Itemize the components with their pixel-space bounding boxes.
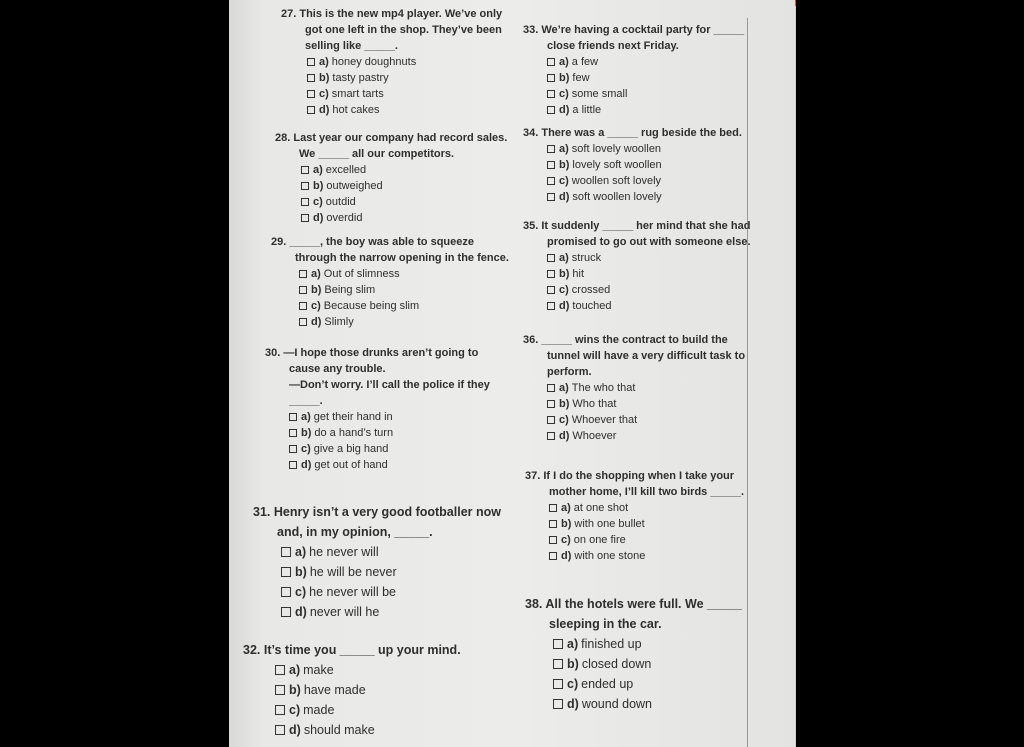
answer-option[interactable] — [523, 173, 763, 189]
option-letter: b) — [319, 72, 330, 84]
question-text: We’re having a cocktail party for _____ — [541, 24, 745, 36]
checkbox-icon[interactable] — [307, 58, 315, 66]
option-text: Because being slim — [323, 300, 420, 312]
option-letter: b) — [301, 427, 312, 439]
option-letter: d) — [311, 316, 322, 328]
answer-option[interactable] — [523, 54, 763, 70]
question-stem-line — [265, 393, 515, 409]
answer-option[interactable] — [523, 250, 763, 266]
option-letter: d) — [319, 104, 330, 116]
question-text: selling like _____. — [305, 40, 398, 52]
option-letter: c) — [289, 703, 301, 717]
question-text: There was a _____ rug beside the bed. — [541, 127, 742, 139]
checkbox-icon[interactable] — [289, 461, 297, 469]
option-letter: d) — [301, 459, 312, 471]
option-letter: c) — [559, 414, 569, 426]
option-letter: c) — [313, 196, 323, 208]
question-stem-line — [523, 38, 763, 54]
option-text: tasty pastry — [332, 72, 389, 84]
question-text: All the hotels were full. We _____ — [545, 597, 742, 611]
checkbox-icon[interactable] — [275, 685, 285, 695]
question-text: promised to go out with someone else. — [547, 236, 751, 248]
answer-option[interactable] — [523, 282, 763, 298]
checkbox-icon[interactable] — [547, 145, 555, 153]
question-stem-line — [525, 468, 765, 484]
option-letter: d) — [559, 191, 570, 203]
checkbox-icon[interactable] — [553, 679, 563, 689]
option-text: on one fire — [573, 534, 626, 546]
option-letter: b) — [567, 657, 579, 671]
question-number: 27. — [281, 8, 300, 20]
option-letter: a) — [559, 56, 569, 68]
checkbox-icon[interactable] — [547, 302, 555, 310]
option-letter: d) — [295, 605, 307, 619]
option-text: finished up — [581, 637, 642, 651]
option-text: lovely soft woollen — [572, 159, 662, 171]
option-text: hot cakes — [332, 104, 380, 116]
checkbox-icon[interactable] — [547, 384, 555, 392]
answer-option[interactable] — [253, 582, 513, 602]
option-letter: d) — [559, 104, 570, 116]
checkbox-icon[interactable] — [549, 552, 557, 560]
question-31 — [253, 502, 513, 622]
question-text: tunnel will have a very difficult task to — [547, 350, 746, 362]
question-stem-line — [525, 614, 765, 634]
option-letter: b) — [559, 398, 570, 410]
answer-option[interactable] — [265, 457, 515, 473]
checkbox-icon[interactable] — [547, 90, 555, 98]
option-text: made — [303, 703, 335, 717]
question-text: —Don’t worry. I’ll call the police if they — [289, 379, 490, 391]
answer-option[interactable] — [525, 674, 765, 694]
option-text: at one shot — [573, 502, 629, 514]
worksheet-page — [229, 0, 795, 747]
checkbox-icon[interactable] — [301, 182, 309, 190]
question-28 — [275, 130, 515, 226]
question-stem-line — [243, 640, 513, 660]
option-letter: a) — [295, 545, 307, 559]
option-letter: a) — [289, 663, 301, 677]
option-text: he will be never — [309, 565, 397, 579]
checkbox-icon[interactable] — [549, 520, 557, 528]
option-text: with one bullet — [574, 518, 645, 530]
question-text: Last year our company had record sales. — [293, 132, 508, 144]
question-number: 38. — [525, 597, 546, 611]
answer-option[interactable] — [525, 694, 765, 714]
answer-option[interactable] — [525, 532, 765, 548]
answer-option[interactable] — [525, 634, 765, 654]
question-stem-line — [523, 332, 763, 348]
answer-option[interactable] — [243, 720, 513, 740]
option-letter: d) — [559, 300, 570, 312]
checkbox-icon[interactable] — [547, 74, 555, 82]
checkbox-icon[interactable] — [301, 198, 309, 206]
checkbox-icon[interactable] — [553, 659, 563, 669]
question-text: It suddenly _____ her mind that she had — [541, 220, 751, 232]
option-letter: b) — [561, 518, 572, 530]
question-text: close friends next Friday. — [547, 40, 679, 52]
option-letter: c) — [559, 284, 569, 296]
question-29 — [271, 234, 521, 330]
checkbox-icon[interactable] — [547, 432, 555, 440]
answer-option[interactable] — [253, 562, 513, 582]
question-37 — [525, 468, 765, 564]
option-letter: c) — [301, 443, 311, 455]
checkbox-icon[interactable] — [547, 254, 555, 262]
option-text: overdid — [326, 212, 363, 224]
option-text: Whoever that — [571, 414, 638, 426]
option-letter: a) — [561, 502, 571, 514]
question-stem-line — [281, 22, 511, 38]
option-text: should make — [303, 723, 375, 737]
question-number: 28. — [275, 132, 294, 144]
question-text: —I hope those drunks aren’t going to — [283, 347, 479, 359]
answer-option[interactable] — [265, 409, 515, 425]
question-stem-line — [265, 361, 515, 377]
question-text: perform. — [547, 366, 592, 378]
question-stem-line — [281, 38, 511, 54]
checkbox-icon[interactable] — [301, 166, 309, 174]
answer-option[interactable] — [253, 602, 513, 622]
option-letter: a) — [559, 382, 569, 394]
answer-option[interactable] — [243, 680, 513, 700]
question-text: _____ wins the contract to build the — [541, 334, 728, 346]
question-text: through the narrow opening in the fence. — [295, 252, 509, 264]
question-stem-line — [523, 125, 763, 141]
checkbox-icon[interactable] — [307, 106, 315, 114]
question-number: 32. — [243, 643, 264, 657]
answer-option[interactable] — [243, 660, 513, 680]
answer-option[interactable] — [271, 298, 521, 314]
checkbox-icon[interactable] — [547, 193, 555, 201]
answer-option[interactable] — [275, 162, 515, 178]
question-number: 35. — [523, 220, 542, 232]
option-letter: c) — [295, 585, 307, 599]
option-letter: c) — [311, 300, 321, 312]
checkbox-icon[interactable] — [281, 587, 291, 597]
option-letter: d) — [313, 212, 324, 224]
option-text: woollen soft lovely — [571, 175, 662, 187]
option-letter: b) — [559, 72, 570, 84]
checkbox-icon[interactable] — [549, 504, 557, 512]
question-text: _____, the boy was able to squeeze — [289, 236, 474, 248]
option-letter: b) — [559, 268, 570, 280]
option-text: some small — [571, 88, 628, 100]
answer-option[interactable] — [281, 70, 511, 86]
question-stem-line — [265, 345, 515, 361]
option-text: soft woollen lovely — [572, 191, 662, 203]
option-text: honey doughnuts — [331, 56, 417, 68]
checkbox-icon[interactable] — [547, 270, 555, 278]
answer-option[interactable] — [523, 157, 763, 173]
option-letter: a) — [311, 268, 321, 280]
checkbox-icon[interactable] — [307, 90, 315, 98]
question-stem-line — [253, 502, 513, 522]
answer-option[interactable] — [523, 266, 763, 282]
answer-option[interactable] — [525, 654, 765, 674]
question-number: 37. — [525, 470, 544, 482]
option-text: never will he — [309, 605, 380, 619]
question-stem-line — [271, 250, 521, 266]
option-text: he never will — [309, 545, 379, 559]
answer-option[interactable] — [281, 102, 511, 118]
option-letter: c) — [567, 677, 579, 691]
option-letter: c) — [561, 534, 571, 546]
question-number: 30. — [265, 347, 284, 359]
answer-option[interactable] — [275, 194, 515, 210]
checkbox-icon[interactable] — [547, 286, 555, 294]
answer-option[interactable] — [281, 54, 511, 70]
option-text: make — [303, 663, 334, 677]
answer-option[interactable] — [275, 210, 515, 226]
option-letter: d) — [567, 697, 579, 711]
option-text: with one stone — [574, 550, 646, 562]
option-text: a little — [572, 104, 602, 116]
option-text: have made — [303, 683, 366, 697]
option-letter: b) — [311, 284, 322, 296]
answer-option[interactable] — [523, 298, 763, 314]
question-text: We _____ all our competitors. — [299, 148, 455, 160]
answer-option[interactable] — [271, 266, 521, 282]
checkbox-icon[interactable] — [289, 413, 297, 421]
checkbox-icon[interactable] — [289, 445, 297, 453]
question-number: 33. — [523, 24, 542, 36]
option-letter: c) — [559, 88, 569, 100]
option-text: excelled — [325, 164, 367, 176]
question-35 — [523, 218, 763, 314]
option-text: touched — [572, 300, 612, 312]
option-text: Who that — [572, 398, 617, 410]
answer-option[interactable] — [243, 700, 513, 720]
question-stem-line — [523, 218, 763, 234]
question-stem-line — [525, 484, 765, 500]
question-text: mother home, I’ll kill two birds _____. — [549, 486, 744, 498]
question-text: This is the new mp4 player. We’ve only — [299, 8, 503, 20]
option-text: soft lovely woollen — [571, 143, 662, 155]
question-text: sleeping in the car. — [549, 617, 662, 631]
question-number: 36. — [523, 334, 542, 346]
question-34 — [523, 125, 763, 205]
option-text: crossed — [571, 284, 611, 296]
question-32 — [243, 640, 513, 740]
question-27 — [281, 6, 511, 118]
question-stem-line — [265, 377, 515, 393]
checkbox-icon[interactable] — [553, 639, 563, 649]
checkbox-icon[interactable] — [301, 214, 309, 222]
option-text: The who that — [571, 382, 636, 394]
checkbox-icon[interactable] — [275, 725, 285, 735]
checkbox-icon[interactable] — [299, 318, 307, 326]
option-text: he never will be — [309, 585, 396, 599]
option-text: few — [572, 72, 590, 84]
question-stem-line — [281, 6, 511, 22]
question-text: If I do the shopping when I take your — [543, 470, 735, 482]
checkbox-icon[interactable] — [299, 302, 307, 310]
question-text: Henry isn’t a very good footballer now — [273, 505, 501, 519]
answer-option[interactable] — [523, 102, 763, 118]
option-letter: b) — [559, 159, 570, 171]
checkbox-icon[interactable] — [547, 177, 555, 185]
option-text: smart tarts — [331, 88, 384, 100]
option-letter: d) — [559, 430, 570, 442]
checkbox-icon[interactable] — [275, 665, 285, 675]
question-stem-line — [523, 364, 763, 380]
checkbox-icon[interactable] — [281, 607, 291, 617]
checkbox-icon[interactable] — [299, 270, 307, 278]
answer-option[interactable] — [281, 86, 511, 102]
option-letter: a) — [559, 143, 569, 155]
option-letter: c) — [319, 88, 329, 100]
option-letter: b) — [313, 180, 324, 192]
answer-option[interactable] — [275, 178, 515, 194]
question-text: It’s time you _____ up your mind. — [263, 643, 461, 657]
answer-option[interactable] — [523, 428, 763, 444]
option-letter: b) — [289, 683, 301, 697]
option-text: wound down — [581, 697, 653, 711]
option-text: outdid — [325, 196, 356, 208]
option-text: get their hand in — [313, 411, 393, 423]
option-text: a few — [571, 56, 599, 68]
answer-option[interactable] — [525, 500, 765, 516]
option-letter: a) — [559, 252, 569, 264]
question-text: _____. — [289, 395, 323, 407]
option-letter: b) — [295, 565, 307, 579]
question-33 — [523, 22, 763, 118]
question-text: and, in my opinion, _____. — [277, 525, 433, 539]
option-text: struck — [571, 252, 602, 264]
answer-option[interactable] — [523, 396, 763, 412]
checkbox-icon[interactable] — [275, 705, 285, 715]
answer-option[interactable] — [523, 141, 763, 157]
option-text: hit — [572, 268, 585, 280]
question-stem-line — [275, 130, 515, 146]
checkbox-icon[interactable] — [547, 400, 555, 408]
option-text: give a big hand — [313, 443, 389, 455]
checkbox-icon[interactable] — [281, 547, 291, 557]
checkbox-icon[interactable] — [547, 161, 555, 169]
option-text: ended up — [581, 677, 634, 691]
option-text: outweighed — [326, 180, 383, 192]
question-36 — [523, 332, 763, 444]
question-stem-line — [523, 348, 763, 364]
answer-option[interactable] — [271, 282, 521, 298]
checkbox-icon[interactable] — [307, 74, 315, 82]
checkbox-icon[interactable] — [547, 416, 555, 424]
checkbox-icon[interactable] — [281, 567, 291, 577]
option-text: get out of hand — [314, 459, 388, 471]
option-letter: d) — [289, 723, 301, 737]
option-text: do a hand’s turn — [314, 427, 394, 439]
checkbox-icon[interactable] — [549, 536, 557, 544]
option-letter: a) — [301, 411, 311, 423]
question-30 — [265, 345, 515, 473]
question-stem-line — [523, 22, 763, 38]
question-stem-line — [253, 522, 513, 542]
option-text: closed down — [581, 657, 652, 671]
question-number: 31. — [253, 505, 274, 519]
question-number: 29. — [271, 236, 290, 248]
option-letter: a) — [313, 164, 323, 176]
option-text: Slimly — [324, 316, 354, 328]
answer-option[interactable] — [523, 70, 763, 86]
answer-option[interactable] — [253, 542, 513, 562]
checkbox-icon[interactable] — [289, 429, 297, 437]
question-text: cause any trouble. — [289, 363, 386, 375]
option-text: Out of slimness — [323, 268, 400, 280]
question-stem-line — [275, 146, 515, 162]
question-stem-line — [271, 234, 521, 250]
answer-option[interactable] — [523, 412, 763, 428]
question-text: got one left in the shop. They’ve been — [305, 24, 502, 36]
option-text: Being slim — [324, 284, 376, 296]
checkbox-icon[interactable] — [547, 106, 555, 114]
option-letter: a) — [567, 637, 579, 651]
answer-option[interactable] — [523, 380, 763, 396]
question-stem-line — [525, 594, 765, 614]
checkbox-icon[interactable] — [547, 58, 555, 66]
option-letter: d) — [561, 550, 572, 562]
answer-option[interactable] — [525, 516, 765, 532]
option-letter: a) — [319, 56, 329, 68]
option-letter: c) — [559, 175, 569, 187]
option-text: Whoever — [572, 430, 617, 442]
checkbox-icon[interactable] — [553, 699, 563, 709]
answer-option[interactable] — [265, 425, 515, 441]
question-38 — [525, 594, 765, 714]
question-number: 34. — [523, 127, 542, 139]
answer-option[interactable] — [523, 86, 763, 102]
answer-option[interactable] — [523, 189, 763, 205]
answer-option[interactable] — [265, 441, 515, 457]
question-stem-line — [523, 234, 763, 250]
checkbox-icon[interactable] — [299, 286, 307, 294]
answer-option[interactable] — [525, 548, 765, 564]
answer-option[interactable] — [271, 314, 521, 330]
